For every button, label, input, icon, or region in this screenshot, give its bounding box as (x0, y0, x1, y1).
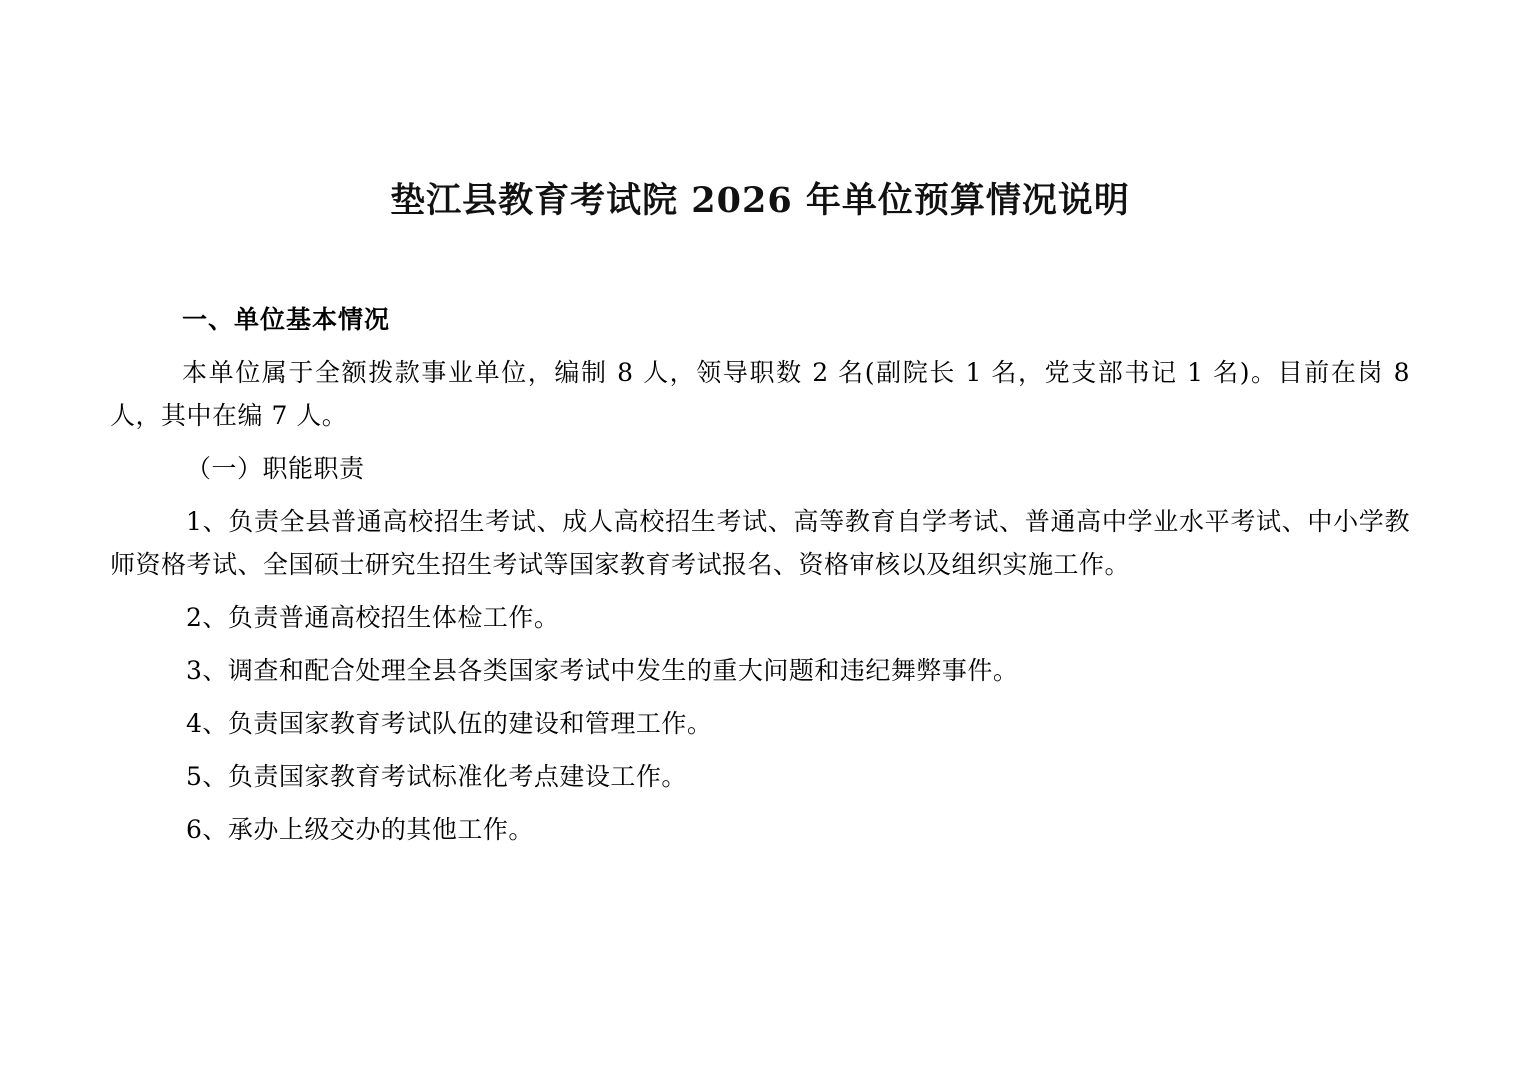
paragraph-unit-overview: 本单位属于全额拨款事业单位，编制 8 人，领导职数 2 名(副院长 1 名，党支部书记 1 名)。目前在岗 8 人，其中在编 7 人。 (110, 357, 1410, 430)
list-item-duty-4: 4、负责国家教育考试队伍的建设和管理工作。 (186, 708, 713, 738)
section-heading-basic-info: 一、单位基本情况 (182, 304, 391, 334)
list-item-duty-6: 6、承办上级交办的其他工作。 (186, 814, 534, 844)
subsection-heading-duties: （一）职能职责 (186, 453, 365, 483)
list-item-duty-5: 5、负责国家教育考试标准化考点建设工作。 (186, 761, 687, 791)
list-item-duty-3: 3、调查和配合处理全县各类国家考试中发生的重大问题和违纪舞弊事件。 (186, 655, 1019, 685)
list-item-duty-1: 1、负责全县普通高校招生考试、成人高校招生考试、高等教育自学考试、普通高中学业水平考试、中小学教师资格考试、全国硕士研究生招生考试等国家教育考试报名、资格审核以及组织实施工作。 (110, 506, 1410, 579)
page-title: 垫江县教育考试院 2026 年单位预算情况说明 (390, 180, 1130, 221)
list-item-duty-2: 2、负责普通高校招生体检工作。 (186, 602, 560, 632)
